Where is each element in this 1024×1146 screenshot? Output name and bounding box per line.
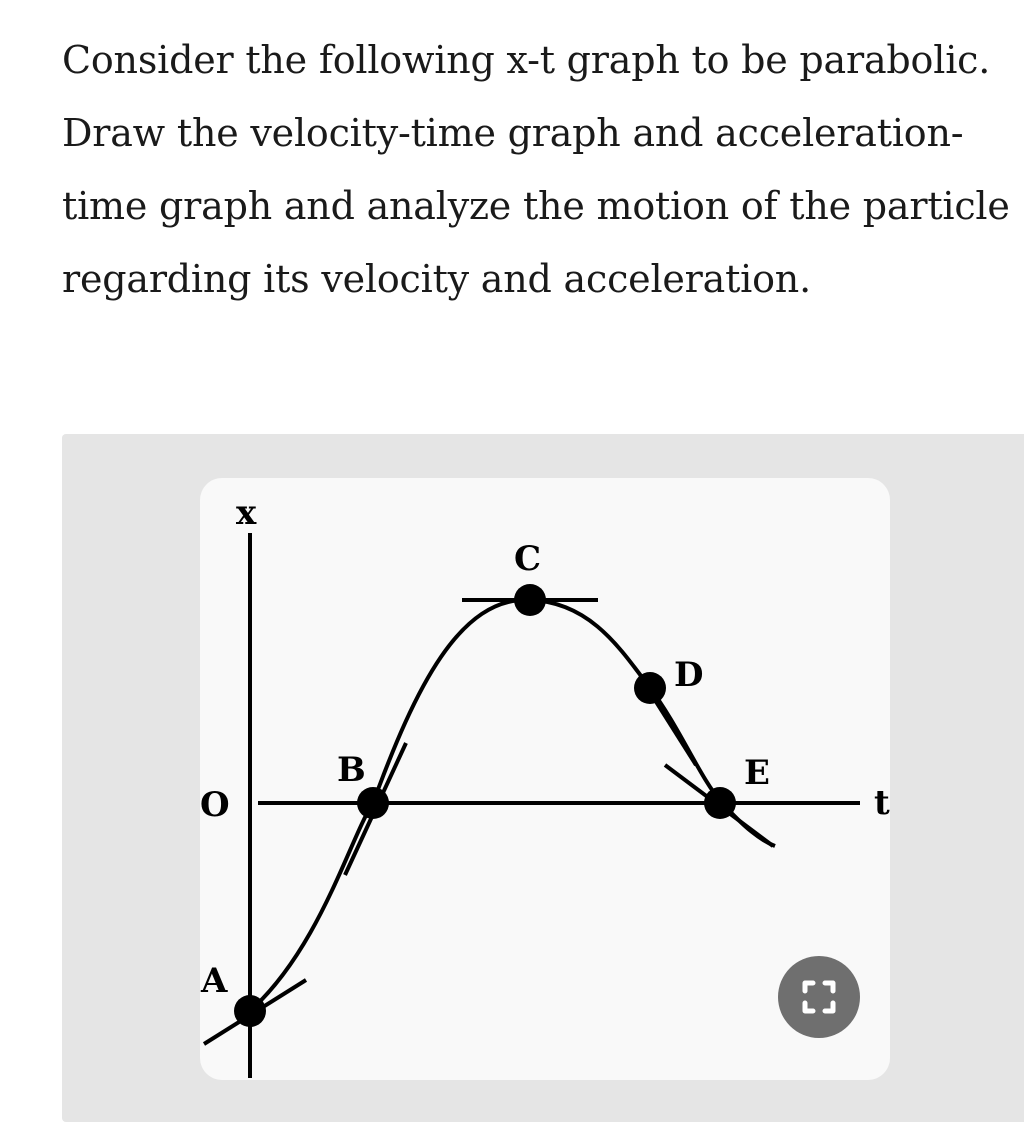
point-c: [514, 584, 546, 616]
point-label-c: C: [514, 539, 542, 579]
origin-label: O: [200, 785, 230, 825]
t-axis-label: t: [874, 783, 890, 823]
point-label-d: D: [674, 655, 704, 695]
diagram-card: [200, 478, 890, 1080]
point-label-a: A: [201, 961, 228, 1001]
question-text: Consider the following x-t graph to be parabolic. Draw the velocity-time graph and acceleration-time graph and analyze the motion of the particle regarding its velocity and acceleration.: [62, 38, 1010, 301]
point-label-e: E: [744, 753, 770, 793]
point-label-b: B: [337, 750, 366, 790]
point-d: [634, 672, 666, 704]
figure-panel: [62, 434, 1024, 1122]
expand-image-button[interactable]: [778, 956, 860, 1038]
point-a: [234, 995, 266, 1027]
x-axis-label: x: [236, 493, 257, 533]
expand-icon: [778, 956, 860, 1038]
point-b: [357, 787, 389, 819]
point-e: [704, 787, 736, 819]
